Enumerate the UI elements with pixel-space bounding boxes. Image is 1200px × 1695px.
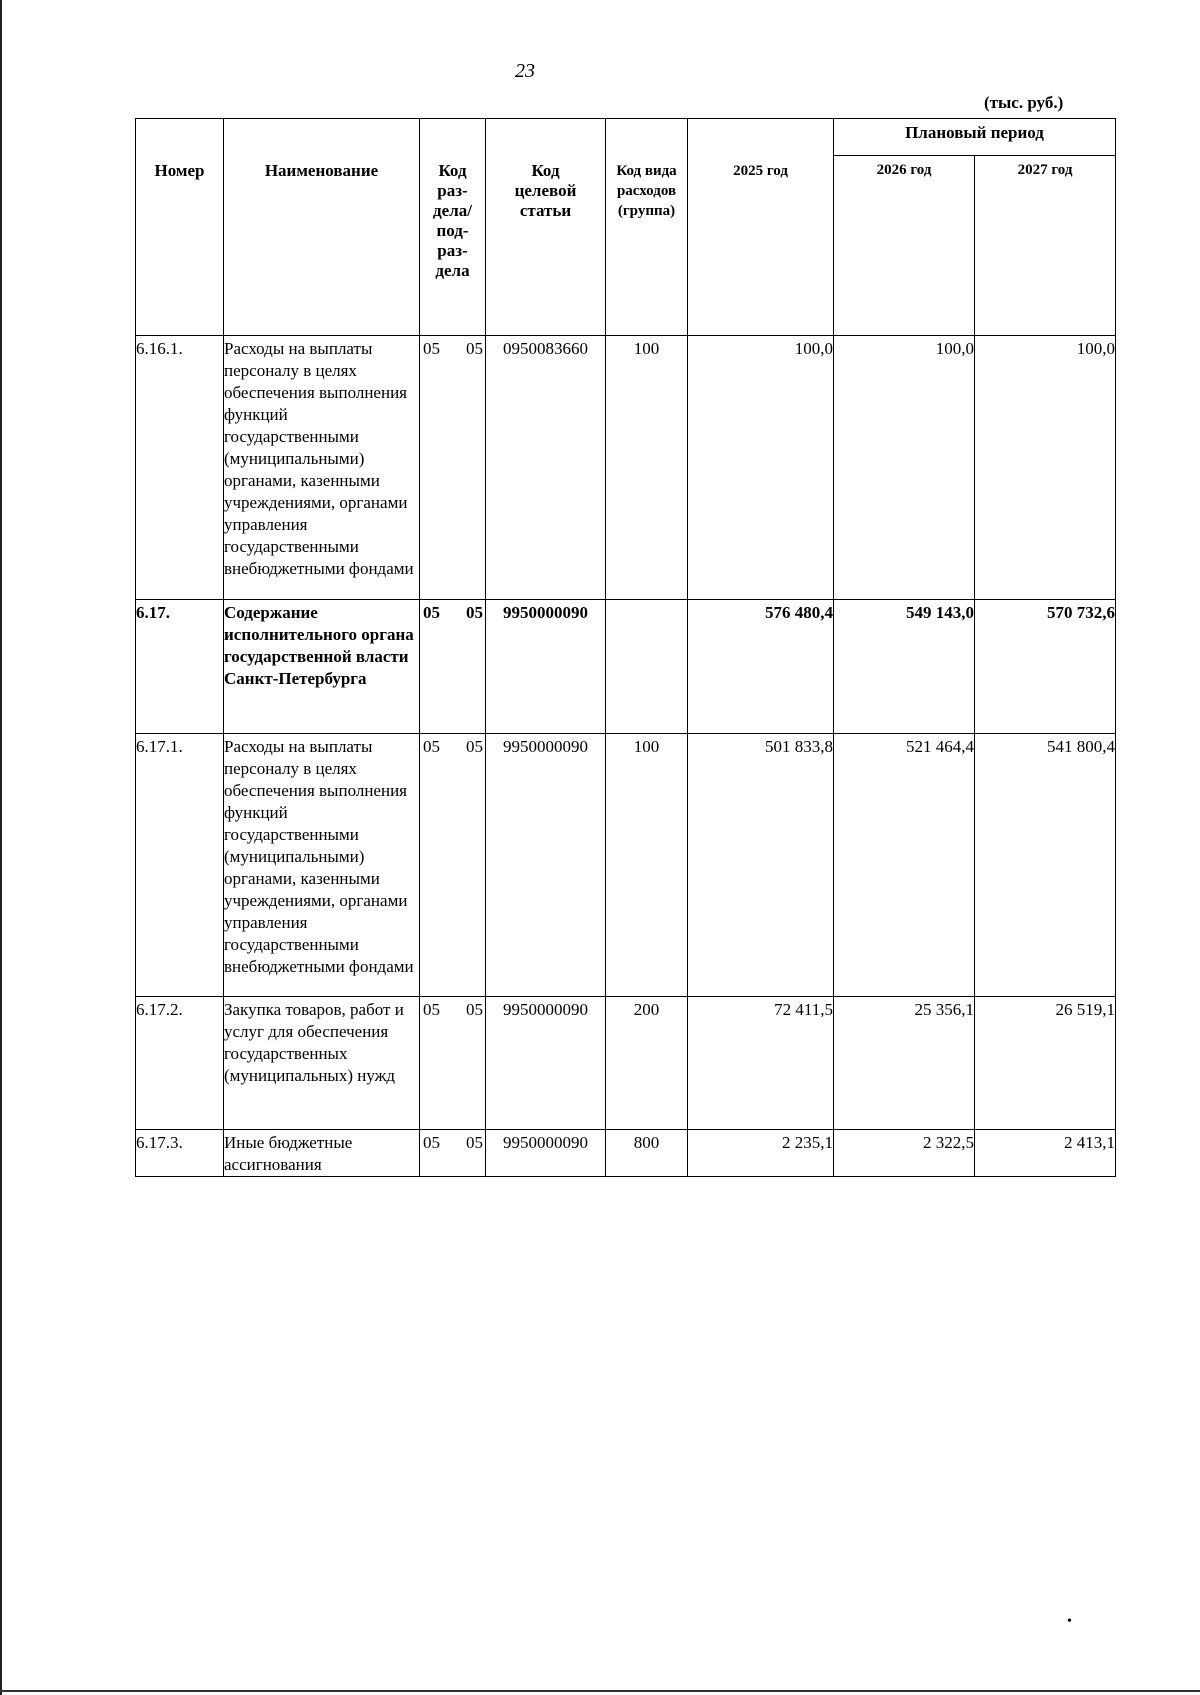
page-number: 23 [515, 60, 535, 82]
row-2027: 570 732,6 [975, 600, 1116, 734]
row-podrazdel-code: 05 [466, 1133, 483, 1152]
row-podrazdel-code: 05 [466, 339, 483, 358]
row-number: 6.17.2. [136, 997, 224, 1130]
row-target: 9950000090 [486, 734, 606, 997]
table-row [136, 1130, 1116, 1177]
row-number: 6.17.1. [136, 734, 224, 997]
row-razdel-code: 05 [423, 1133, 440, 1152]
row-2027: 26 519,1 [975, 997, 1116, 1130]
table-header [136, 119, 1116, 336]
header-kind: Код вида расходов (группа) [606, 119, 688, 336]
row-2025: 2 235,1 [688, 1130, 834, 1177]
row-kind: 100 [606, 336, 688, 600]
row-razdel-code: 05 [423, 339, 440, 358]
row-name: Закупка товаров, работ и услуг для обеспечения государственных (муниципальных) нужд [224, 997, 420, 1130]
row-number: 6.16.1. [136, 336, 224, 600]
scan-edge-left [0, 0, 2, 1695]
header-target: Код целевой статьи [486, 119, 606, 336]
row-name: Расходы на выплаты персоналу в целях обеспечения выполнения функций государственными (муниципальными) органами, казенными учреждениями, органами управления государственными внебюджетными фондами [224, 336, 420, 600]
budget-table [135, 118, 1116, 1177]
units-label: (тыс. руб.) [984, 93, 1064, 112]
row-kind: 800 [606, 1130, 688, 1177]
table-row [136, 997, 1116, 1130]
row-2026: 2 322,5 [834, 1130, 975, 1177]
row-target: 0950083660 [486, 336, 606, 600]
header-2027: 2027 год [975, 156, 1116, 336]
row-2027: 2 413,1 [975, 1130, 1116, 1177]
row-podrazdel-code: 05 [466, 737, 483, 756]
row-razdel [420, 1130, 486, 1177]
header-razdel: Код раз-дела/ под-раз-дела [420, 119, 486, 336]
row-2026: 100,0 [834, 336, 975, 600]
table-row [136, 600, 1116, 734]
row-razdel [420, 336, 486, 600]
row-2026: 25 356,1 [834, 997, 975, 1130]
row-2026: 549 143,0 [834, 600, 975, 734]
table-row [136, 734, 1116, 997]
row-kind: 100 [606, 734, 688, 997]
row-2025: 100,0 [688, 336, 834, 600]
table-row [136, 336, 1116, 600]
row-target: 9950000090 [486, 997, 606, 1130]
row-name: Содержание исполнительного органа государственной власти Санкт-Петербурга [224, 600, 420, 734]
header-2026: 2026 год [834, 156, 975, 336]
row-podrazdel-code: 05 [466, 1000, 483, 1019]
header-planned-period: Плановый период [834, 119, 1116, 156]
table-body [136, 336, 1116, 1177]
row-number: 6.17.3. [136, 1130, 224, 1177]
row-kind: 200 [606, 997, 688, 1130]
row-podrazdel-code: 05 [466, 603, 483, 622]
scan-edge-bottom [0, 1690, 1200, 1692]
row-target: 9950000090 [486, 600, 606, 734]
header-number: Номер [136, 119, 224, 336]
row-2027: 541 800,4 [975, 734, 1116, 997]
row-2026: 521 464,4 [834, 734, 975, 997]
row-2027: 100,0 [975, 336, 1116, 600]
row-kind [606, 600, 688, 734]
row-razdel [420, 734, 486, 997]
row-2025: 501 833,8 [688, 734, 834, 997]
row-razdel [420, 997, 486, 1130]
row-razdel-code: 05 [423, 603, 440, 622]
row-name: Иные бюджетные ассигнования [224, 1130, 420, 1177]
row-2025: 576 480,4 [688, 600, 834, 734]
header-2025: 2025 год [688, 119, 834, 336]
row-name: Расходы на выплаты персоналу в целях обеспечения выполнения функций государственными (муниципальными) органами, казенными учреждениями, органами управления государственными внебюджетными фондами [224, 734, 420, 997]
header-name: Наименование [224, 119, 420, 336]
row-razdel-code: 05 [423, 1000, 440, 1019]
row-2025: 72 411,5 [688, 997, 834, 1130]
row-razdel-code: 05 [423, 737, 440, 756]
row-target: 9950000090 [486, 1130, 606, 1177]
row-razdel [420, 600, 486, 734]
row-number: 6.17. [136, 600, 224, 734]
scan-speck: • [1067, 1614, 1072, 1629]
